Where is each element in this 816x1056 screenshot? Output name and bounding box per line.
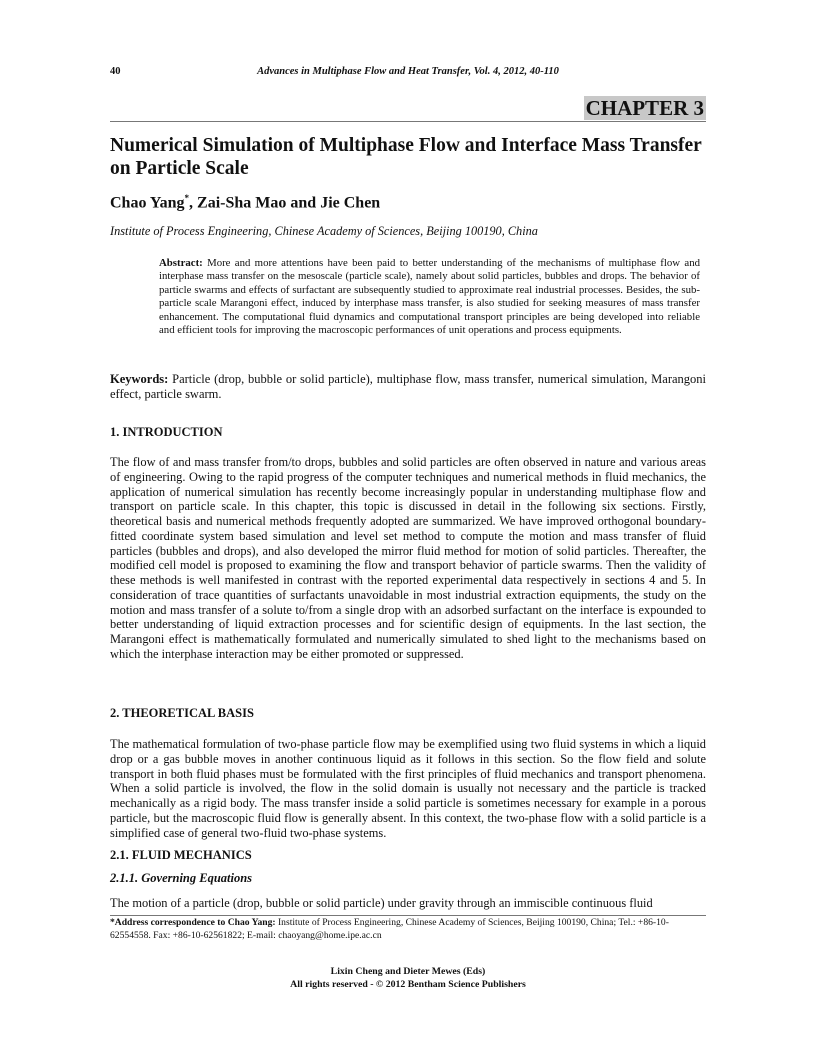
author-first: Chao Yang [110, 194, 185, 212]
footer-rights: All rights reserved - © 2012 Bentham Science Publishers [290, 978, 526, 990]
section-heading-introduction: 1. INTRODUCTION [110, 425, 223, 439]
governing-equations-paragraph: The motion of a particle (drop, bubble or solid particle) under gravity through an immiscible continuous fluid [110, 896, 653, 910]
footnote [110, 917, 706, 942]
keywords [110, 372, 706, 402]
page-number: 40 [110, 66, 121, 77]
keywords-label: Keywords: [110, 372, 169, 386]
chapter-label: CHAPTER 3 [585, 96, 704, 120]
abstract-text: More and more attentions have been paid to better understanding of the mechanisms of multiphase flow and interphase mass transfer on the mesoscale (particle scale), namely about solid particles, bubbles and drops. The behavior of particle swarms and effects of surfactant are subsequently studied to approximate real industrial processes. Besides, the sub-particle scale Marangoni effect, induced by interphase mass transfer, is also studied for seeking measures of mass transfer enhancement. The computational fluid dynamics and computational transport principles are being developed into reliable and efficient tools for improving the macroscopic performances of unit operations and process equipments. [159, 257, 700, 337]
footnote-text: Institute of Process Engineering, Chinese Academy of Sciences, Beijing 100190, China; Tel.: +86-10-62554558. Fax: +86-10-62561822; E-mail: chaoyang@home.ipe.ac.cn [110, 917, 669, 941]
page-footer [110, 966, 706, 991]
authors [110, 193, 380, 212]
affiliation: Institute of Process Engineering, Chinese Academy of Sciences, Beijing 100190, China [110, 224, 538, 238]
introduction-paragraph: The flow of and mass transfer from/to drops, bubbles and solid particles are often observed in nature and various areas of engineering. Owing to the rapid progress of the computer techniques and numerical methods in fluid mechanics, the application of numerical simulation has recently become increasingly popular in understanding multiphase flow and transport on particle scale. In this chapter, this topic is discussed in detail in the following six sections. Firstly, theoretical basis and numerical methods frequently adopted are summarized. We have improved orthogonal boundary-fitted coordinate system based simulation and level set method to compute the motion and mass transfer of fluid particles (bubbles and drops), and also developed the mirror fluid method for motion of solid particles. Thereafter, the modified cell model is proposed to examining the flow and transport behavior of particle swarms. Then the validity of these methods is well manifested in contrast with the reported experimental data respectively in sections 4 and 5. In consideration of trace quantities of surfactants unavoidable in most industrial extraction equipments, the study on the motion and mass transfer of a solute to/from a single drop with an adsorbed surfactant on the interface is expounded to better understanding of liquid extraction processes and for scientific design of equipments. In the last section, the Marangoni effect is mathematically formulated and numerically simulated to shed light to the mechanisms based on which the interphase interaction may be either promoted or suppressed. [110, 455, 706, 661]
abstract-label: Abstract: [159, 257, 203, 269]
footer-editors: Lixin Cheng and Dieter Mewes (Eds) [330, 966, 486, 977]
chapter-title: Numerical Simulation of Multiphase Flow and Interface Mass Transfer on Particle Scale [110, 135, 702, 179]
keywords-text: Particle (drop, bubble or solid particle), multiphase flow, mass transfer, numerical simulation, Marangoni effect, particle swarm. [110, 372, 706, 401]
corresponding-mark: * [184, 193, 190, 203]
section-heading-theoretical-basis: 2. THEORETICAL BASIS [110, 706, 254, 720]
running-header: Advances in Multiphase Flow and Heat Transfer, Vol. 4, 2012, 40-110 [257, 66, 559, 77]
footnote-label: *Address correspondence to Chao Yang: [110, 917, 276, 928]
section-heading-fluid-mechanics: 2.1. FLUID MECHANICS [110, 848, 252, 862]
author-rest: , Zai-Sha Mao and Jie Chen [189, 194, 381, 212]
footnote-divider [110, 915, 706, 916]
header-divider [110, 121, 706, 122]
theoretical-basis-paragraph: The mathematical formulation of two-phase particle flow may be exemplified using two fluid systems in which a liquid drop or a gas bubble moves in another continuous liquid as it follows in this section. So the flow field and solute transport in both fluid phases must be formulated with the first principles of fluid mechanics and transport phenomena. When a solid particle is involved, the flow in the solid domain is usually not necessary and the particle is tracked mechanically as a rigid body. The mass transfer inside a solid particle is sometimes necessary for example in a porous particle, but the macroscopic fluid flow is generally absent. In this context, the two-phase flow with a solid particle is a simplified case of general two-fluid two-phase systems. [110, 737, 706, 840]
subsection-heading-governing-equations: 2.1.1. Governing Equations [110, 871, 253, 885]
abstract [159, 257, 700, 337]
